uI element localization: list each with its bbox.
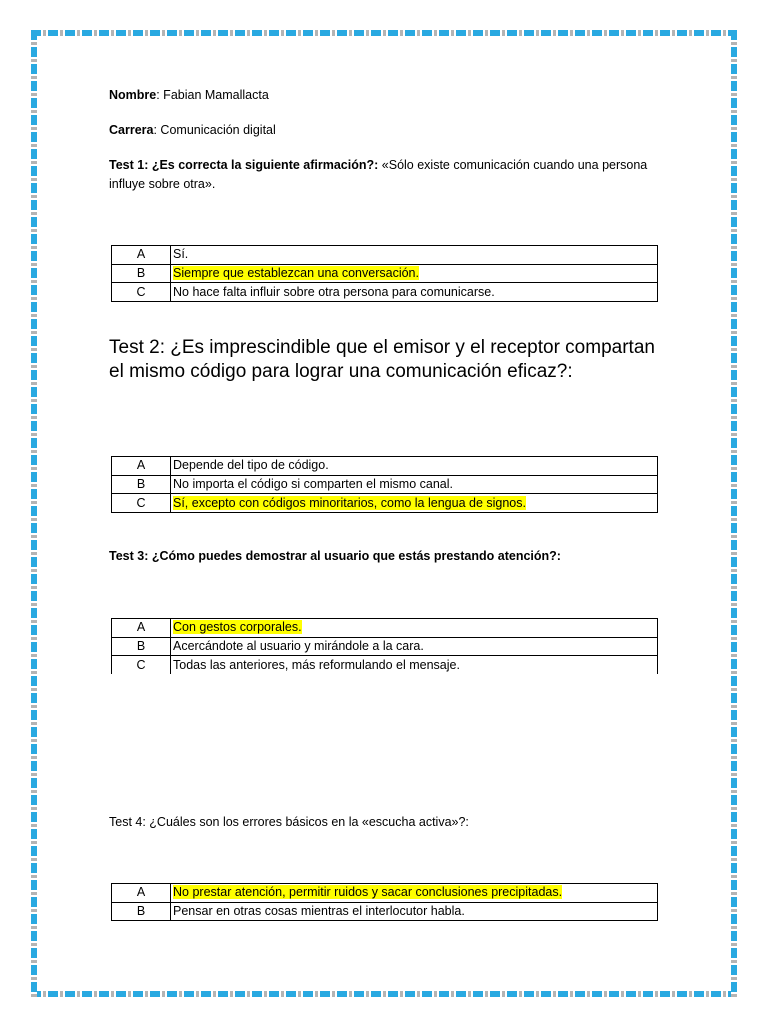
page-border-top (31, 30, 737, 36)
option-text-cell (171, 656, 658, 674)
option-letter: C (112, 494, 171, 513)
option-text: Con gestos corporales. (173, 620, 302, 635)
option-letter: A (112, 619, 171, 638)
option-letter: B (112, 902, 171, 921)
test-4-option-a (112, 884, 658, 903)
name-label: Nombre (109, 88, 157, 102)
option-letter: C (112, 283, 171, 302)
test-4-option-b (112, 902, 658, 921)
test-1-heading (109, 156, 665, 194)
test-4-options-table (111, 883, 658, 921)
option-text-cell (171, 884, 658, 903)
page-border-left (31, 30, 37, 997)
option-text-cell (171, 637, 658, 656)
test-3-option-a (112, 619, 658, 638)
test-1-statement: «Sólo existe comunicación cuando una persona influye sobre otra». (109, 158, 648, 191)
career-value: : Comunicación digital (153, 123, 276, 137)
test-3-heading: Test 3: ¿Cómo puedes demostrar al usuario que estás prestando atención?: (109, 549, 561, 563)
test-1-option-b (112, 264, 658, 283)
test-2-option-b (112, 475, 658, 494)
option-text: Sí, excepto con códigos minoritarios, como la lengua de signos. (173, 495, 526, 510)
option-text: No importa el código si comparten el mismo canal. (173, 477, 453, 492)
option-text: No prestar atención, permitir ruidos y sacar conclusiones precipitadas. (173, 885, 563, 900)
test-1-title: Test 1: ¿Es correcta la siguiente afirmación?: (109, 158, 379, 172)
option-letter: B (112, 475, 171, 494)
option-text-cell (171, 619, 658, 638)
option-text: Siempre que establezcan una conversación. (173, 266, 419, 281)
test-1-option-c (112, 283, 658, 302)
option-text: Todas las anteriores, más reformulando el mensaje. (173, 657, 460, 672)
option-text-cell (171, 283, 658, 302)
option-text: Pensar en otras cosas mientras el interlocutor habla. (173, 904, 465, 919)
option-text-cell (171, 902, 658, 921)
name-field (109, 86, 665, 105)
option-letter: A (112, 457, 171, 476)
option-letter: B (112, 264, 171, 283)
option-text-cell (171, 494, 658, 513)
career-label: Carrera (109, 123, 154, 137)
option-text-cell (171, 475, 658, 494)
test-1-option-a (112, 246, 658, 265)
option-text: Depende del tipo de código. (173, 458, 329, 473)
option-text-cell (171, 264, 658, 283)
name-value: : Fabian Mamallacta (156, 88, 269, 102)
test-2-options-table (111, 456, 658, 513)
option-text: No hace falta influir sobre otra persona para comunicarse. (173, 284, 495, 299)
option-letter: A (112, 884, 171, 903)
test-2-option-c (112, 494, 658, 513)
test-1-options-table (111, 245, 658, 302)
page-border-right (731, 30, 737, 997)
test-4-heading: Test 4: ¿Cuáles son los errores básicos en la «escucha activa»?: (109, 815, 469, 829)
option-letter: C (112, 656, 171, 674)
option-text-cell (171, 246, 658, 265)
career-field (109, 121, 665, 140)
option-letter: A (112, 246, 171, 265)
option-text: Sí. (173, 247, 189, 262)
test-3-option-b (112, 637, 658, 656)
page-border-bottom (31, 991, 737, 997)
option-letter: B (112, 637, 171, 656)
test-3-option-c (112, 656, 658, 674)
test-2-option-a (112, 457, 658, 476)
option-text: Acercándote al usuario y mirándole a la cara. (173, 639, 424, 654)
test-3-options-table (111, 618, 658, 674)
test-2-heading: Test 2: ¿Es imprescindible que el emisor y el receptor compartan el mismo código para lograr una comunicación eficaz?: (109, 337, 655, 382)
option-text-cell (171, 457, 658, 476)
